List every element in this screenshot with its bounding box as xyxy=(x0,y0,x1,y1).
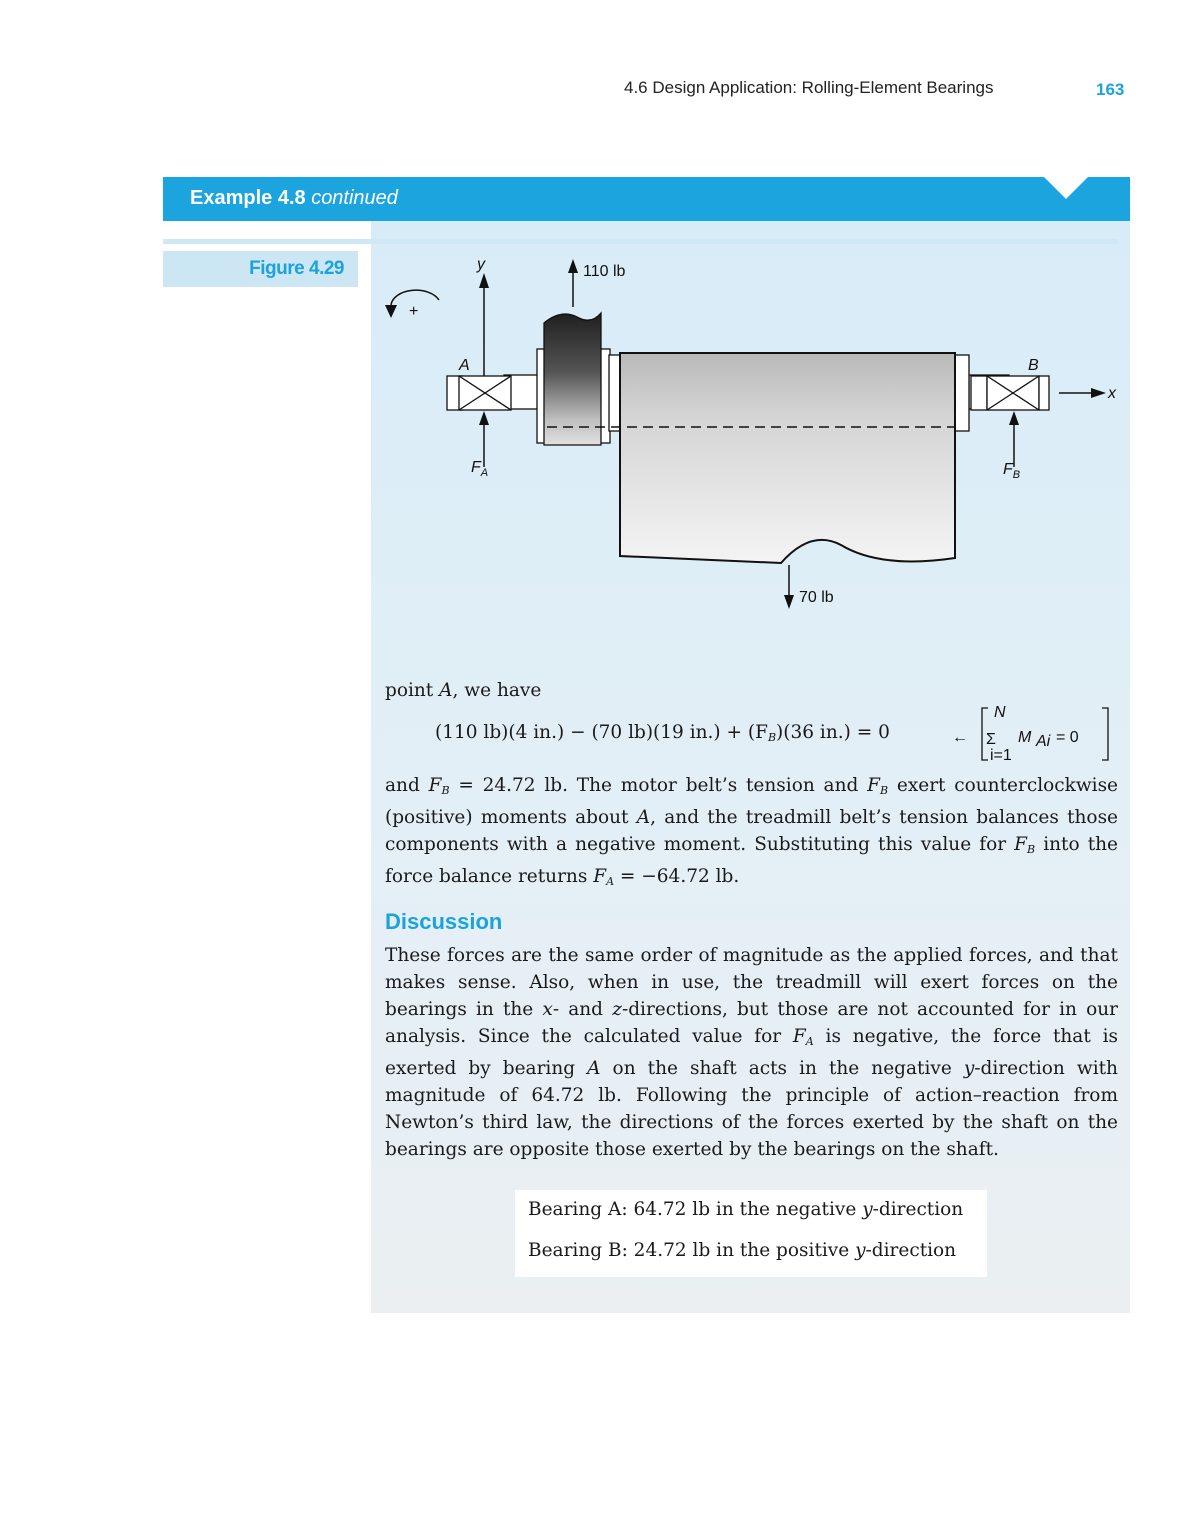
svg-text:←: ← xyxy=(952,729,968,746)
load-up-label: 110 lb xyxy=(583,263,626,280)
motor-pulley xyxy=(544,313,601,445)
example-banner xyxy=(163,177,1130,221)
answer-bearing-a: Bearing A: 64.72 lb in the negative y-direction xyxy=(528,1199,964,1220)
discussion-paragraph: These forces are the same order of magnitude as the applied forces, and that makes sense. Also, when in use, the treadmill will exert forces on the bearings in the x- and z-directions, but those are not accounted for in our analysis. Since the calculated value for $F_A$ is negative, the force that is exerted by bearing A on the shaft acts in the negative y-direction with magnitude of 64.72 lb. Following the principle of action–reaction from Newton’s third law, the directions of the forces exerted by the shaft on the bearings are opposite those exerted by the bearings on the shaft. xyxy=(385,945,1118,1160)
load-up-arrow-head xyxy=(568,259,578,273)
example-label: Example 4.8 xyxy=(190,187,306,209)
svg-text:= 0: = 0 xyxy=(1056,729,1079,746)
shaft-diagram xyxy=(371,245,1131,625)
moment-sign: + xyxy=(409,303,419,320)
answer-box xyxy=(515,1190,987,1277)
example-continued: continued xyxy=(311,187,398,209)
page-number: 163 xyxy=(1096,80,1125,99)
label-b: B xyxy=(1028,357,1039,374)
force-b-label: $F_B$ xyxy=(1003,461,1021,481)
svg-text:Ai: Ai xyxy=(1036,733,1051,750)
bearing-b xyxy=(971,376,1049,410)
force-a-label: $F_A$ xyxy=(471,459,489,479)
y-axis-arrow xyxy=(479,273,489,288)
y-axis-label: y xyxy=(477,256,485,273)
moment-equation: (110 lb)(4 in.) − (70 lb)(19 $in.) + (F_B)(36$ in.) = 0 xyxy=(435,722,890,744)
discussion-heading: Discussion xyxy=(385,909,503,934)
x-axis-label: x xyxy=(1108,385,1116,402)
svg-text:M: M xyxy=(1018,729,1032,746)
load-down-arrow-head xyxy=(784,595,794,609)
x-axis-arrow xyxy=(1091,388,1106,398)
svg-text:i=1: i=1 xyxy=(990,747,1012,764)
svg-text:Σ: Σ xyxy=(986,731,996,748)
svg-text:N: N xyxy=(994,704,1006,721)
answer-bearing-b: Bearing B: 24.72 lb in the positive y-direction xyxy=(528,1240,957,1261)
drum-end-cap xyxy=(955,355,969,431)
equation-reference xyxy=(952,700,1112,764)
load-down-label: 70 lb xyxy=(799,589,834,606)
banner-notch xyxy=(1044,177,1088,199)
bearing-a xyxy=(447,376,511,410)
moment-indicator xyxy=(385,290,439,320)
divider-rule xyxy=(163,239,1117,244)
result-paragraph: and $F_B = 24.72$ lb. The motor belt’s tension and $F_B$ exert counterclockwise (positive) moments about A, and the treadmill belt’s tension balances those components with a negative moment. Substituting this value for $F_B$ into the force balance returns $F_A = -64.72$ lb. xyxy=(385,775,1119,888)
figure-label-box xyxy=(163,251,358,287)
label-a: A xyxy=(459,357,470,374)
example-title xyxy=(190,187,398,210)
intro-text: point A, we have xyxy=(385,680,542,701)
figure-label: Figure 4.29 xyxy=(249,258,344,279)
treadmill-drum xyxy=(620,353,955,563)
force-b-arrow-head xyxy=(1009,411,1019,425)
force-a-arrow-head xyxy=(479,411,489,425)
running-head: 4.6 Design Application: Rolling-Element Bearings xyxy=(624,78,994,97)
